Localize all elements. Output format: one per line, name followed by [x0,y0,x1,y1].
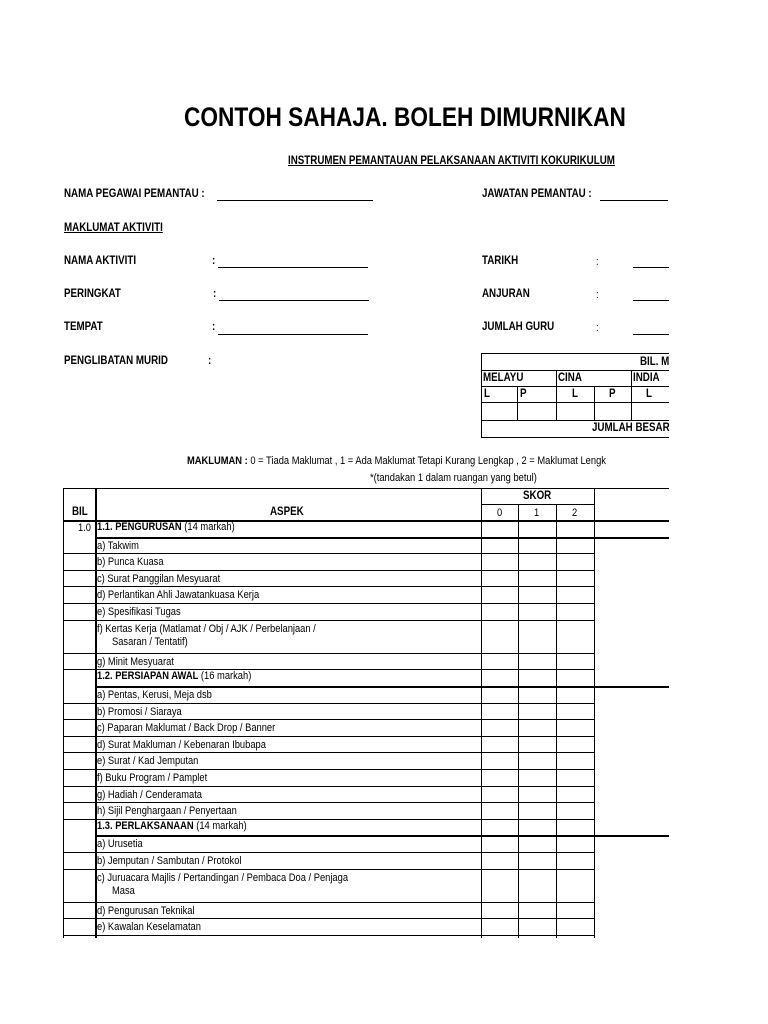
col-bil: BIL [72,506,88,518]
score-cell-2[interactable] [556,703,594,720]
score-cell-2[interactable] [556,835,594,852]
score-cell-1[interactable] [518,802,556,819]
sub-l: L [484,388,490,400]
legend-prefix: MAKLUMAN : [187,455,248,467]
score-cell-2[interactable] [556,603,594,620]
aspek-item-continued: Masa [112,884,135,897]
score-cell-1[interactable] [518,786,556,803]
aspek-item-continued: Sasaran / Tentatif) [112,635,188,648]
group-melayu: MELAYU [483,372,524,384]
section-heading [97,820,247,832]
score-cell-2[interactable] [556,769,594,786]
sub-p: P [609,388,616,400]
score-cell-0[interactable] [481,786,518,803]
score-cell-2[interactable] [556,686,594,703]
score-cell-0[interactable] [481,586,518,603]
score-cell-1[interactable] [518,835,556,852]
jawatan-label: JAWATAN PEMANTAU : [482,188,592,200]
aspek-item: c) Paparan Maklumat / Back Drop / Banner [97,722,276,735]
score-cell-0[interactable] [481,769,518,786]
score-cell-1[interactable] [518,653,556,670]
score-cell-0[interactable] [481,553,518,570]
legend [187,455,606,467]
colon: : [208,355,212,367]
score-cell-0[interactable] [481,686,518,703]
score-cell-1[interactable] [518,620,556,653]
aspek-item: a) Takwim [97,539,139,552]
peringkat-label: PERINGKAT [64,288,121,300]
maklumat-heading: MAKLUMAT AKTIVITI [64,222,163,234]
sub-l: L [572,388,578,400]
score-cell-0[interactable] [481,852,518,869]
score-cell-1[interactable] [518,736,556,753]
score-cell-0[interactable] [481,703,518,720]
score-cell-1[interactable] [518,686,556,703]
score-cell-1[interactable] [518,586,556,603]
murid-table-header: BIL. M [640,356,670,368]
score-cell-1[interactable] [518,769,556,786]
section-heading [97,670,251,682]
penglibatan-label: PENGLIBATAN MURID [64,355,168,367]
score-cell-2[interactable] [556,902,594,919]
bil-number: 1.0 [78,522,92,534]
score-cell-0[interactable] [481,736,518,753]
score-cell-1[interactable] [518,752,556,769]
aspek-item: c) Juruacara Majlis / Pertandingan / Pembaca Doa / Penjaga [97,871,349,884]
tarikh-label: TARIKH [482,255,519,267]
anjuran-label: ANJURAN [482,288,530,300]
score-cell-2[interactable] [556,537,594,554]
row-divider [63,935,594,936]
score-2: 2 [572,507,578,519]
colon: : [213,288,217,300]
nama-aktiviti-label: NAMA AKTIVITI [64,255,137,267]
aspek-item: b) Promosi / Siaraya [97,705,182,718]
aspek-item: f) Kertas Kerja (Matlamat / Obj / AJK / Perbelanjaan / [97,622,316,635]
aspek-item: d) Perlantikan Ahli Jawatankuasa Kerja [97,589,260,602]
section-title: 1.3. PERLAKSANAAN [97,819,194,832]
legend-note: *(tandakan 1 dalam ruangan yang betul) [370,472,537,484]
colon: : [212,255,216,267]
aspek-item: b) Punca Kuasa [97,556,164,569]
score-cell-2[interactable] [556,570,594,587]
score-cell-2[interactable] [556,852,594,869]
aspek-item: e) Surat / Kad Jemputan [97,755,199,768]
section-marks: (14 markah) [181,521,235,533]
score-cell-1[interactable] [518,537,556,554]
score-cell-1[interactable] [518,570,556,587]
anjuran-field[interactable] [633,300,669,301]
aspek-item: f) Buku Program / Pamplet [97,772,208,784]
score-cell-1[interactable] [518,902,556,919]
score-0: 0 [497,507,503,519]
jumlah-guru-field[interactable] [633,334,669,335]
aspek-item: a) Pentas, Kerusi, Meja dsb [97,689,212,701]
score-cell-2[interactable] [556,918,594,935]
colon: : [596,322,599,334]
section-marks: (14 markah) [193,819,247,832]
aspek-item: g) Minit Mesyuarat [97,655,174,668]
tempat-field[interactable] [218,334,368,335]
score-cell-0[interactable] [481,752,518,769]
form-subtitle: INSTRUMEN PEMANTAUAN PELAKSANAAN AKTIVITI KOKURIKULUM [288,155,615,167]
pegawai-label: NAMA PEGAWAI PEMANTAU : [64,188,205,200]
score-cell-2[interactable] [556,553,594,570]
tempat-label: TEMPAT [64,321,103,333]
score-cell-1[interactable] [518,719,556,736]
legend-text: 0 = Tiada Maklumat , 1 = Ada Maklumat Tetapi Kurang Lengkap , 2 = Maklumat Lengk [250,455,606,467]
score-cell-1[interactable] [518,869,556,902]
sub-l: L [646,388,652,400]
score-cell-1[interactable] [518,553,556,570]
score-cell-2[interactable] [556,653,594,670]
group-india: INDIA [633,372,660,384]
jawatan-field[interactable] [600,200,668,201]
score-cell-0[interactable] [481,620,518,653]
score-cell-0[interactable] [481,902,518,919]
aspek-item: h) Sijil Penghargaan / Penyertaan [97,805,237,818]
score-cell-2[interactable] [556,586,594,603]
group-cina: CINA [558,372,582,384]
nama-aktiviti-field[interactable] [218,267,368,268]
col-skor: SKOR [523,490,552,502]
score-cell-0[interactable] [481,603,518,620]
aspek-item: b) Jemputan / Sambutan / Protokol [97,855,242,867]
score-cell-1[interactable] [518,918,556,935]
tarikh-field[interactable] [633,267,669,268]
score-cell-2[interactable] [556,620,594,653]
score-cell-0[interactable] [481,835,518,852]
score-cell-1[interactable] [518,852,556,869]
score-cell-0[interactable] [481,802,518,819]
score-cell-0[interactable] [481,719,518,736]
jumlah-besar-label: JUMLAH BESAR [592,422,670,434]
colon: : [596,256,599,268]
score-1: 1 [534,507,540,519]
score-cell-0[interactable] [481,653,518,670]
section-title: 1.2. PERSIAPAN AWAL [97,670,199,683]
peringkat-field[interactable] [219,300,369,301]
colon: : [596,289,599,301]
jumlah-guru-label: JUMLAH GURU [482,321,555,333]
aspek-item: c) Surat Panggilan Mesyuarat [97,572,221,585]
section-title: 1.1. PENGURUSAN [97,521,182,533]
aspek-item: a) Urusetia [97,838,143,851]
score-cell-0[interactable] [481,537,518,554]
score-cell-0[interactable] [481,570,518,587]
score-cell-0[interactable] [481,918,518,935]
score-cell-2[interactable] [556,786,594,803]
score-cell-2[interactable] [556,719,594,736]
score-cell-2[interactable] [556,736,594,753]
aspek-item: d) Pengurusan Teknikal [97,904,195,917]
score-cell-2[interactable] [556,752,594,769]
col-aspek: ASPEK [270,506,304,518]
aspek-item: e) Kawalan Keselamatan [97,921,201,934]
aspek-item: g) Hadiah / Cenderamata [97,788,202,801]
section-marks: (16 markah) [198,670,252,683]
score-cell-0[interactable] [481,869,518,902]
score-cell-2[interactable] [556,869,594,902]
page-title: CONTOH SAHAJA. BOLEH DIMURNIKAN [184,102,626,132]
score-cell-2[interactable] [556,802,594,819]
pegawai-field[interactable] [217,200,373,201]
aspek-item: e) Spesifikasi Tugas [97,606,181,618]
score-cell-1[interactable] [518,703,556,720]
score-cell-1[interactable] [518,603,556,620]
aspek-item: d) Surat Makluman / Kebenaran Ibubapa [97,738,266,751]
section-heading [97,521,235,533]
colon: : [212,321,216,333]
sub-p: P [520,388,527,400]
